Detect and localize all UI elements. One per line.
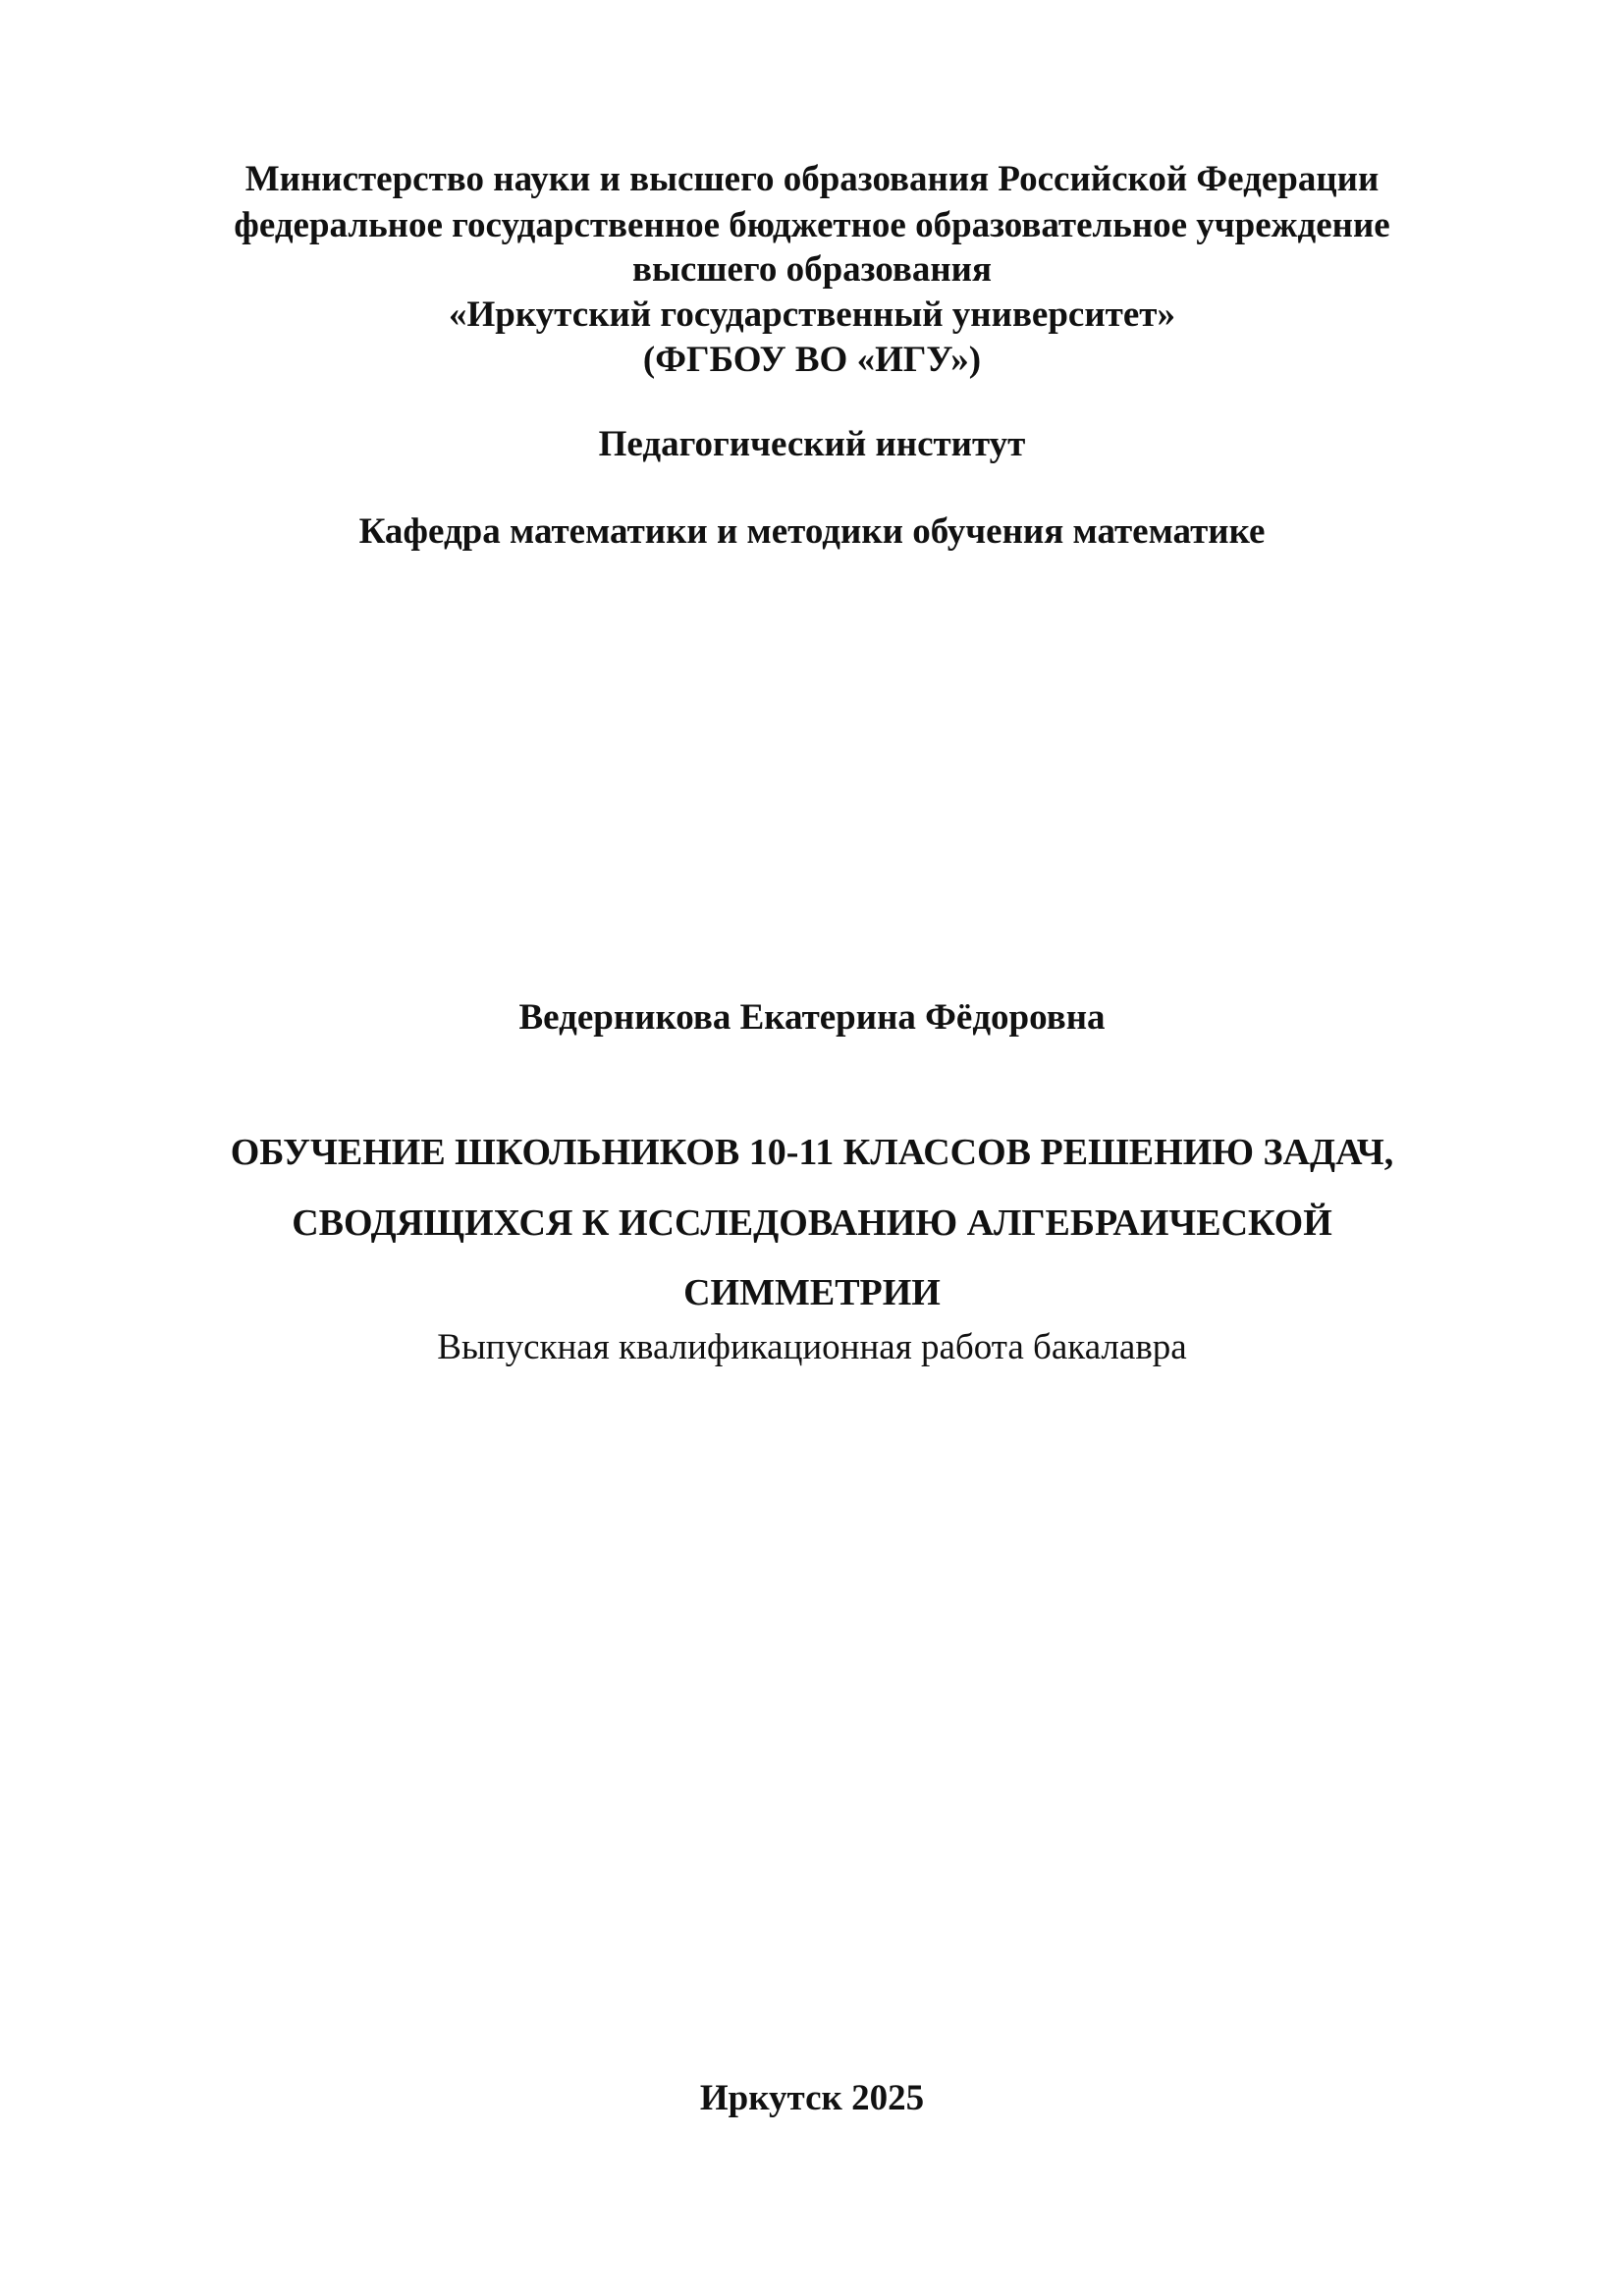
ministry-line: Министерство науки и высшего образования Российской Федерации bbox=[244, 159, 1380, 199]
thesis-title-line-3: СИММЕТРИИ bbox=[683, 1272, 941, 1313]
work-type: Выпускная квалификационная работа бакалавра bbox=[437, 1327, 1187, 1367]
education-level-line: высшего образования bbox=[631, 249, 993, 290]
thesis-title-line-1: ОБУЧЕНИЕ ШКОЛЬНИКОВ 10-11 КЛАССОВ РЕШЕНИЮ ЗАДАЧ, bbox=[230, 1132, 1394, 1173]
department-name: Кафедра математики и методики обучения математике bbox=[358, 511, 1266, 552]
institute-name: Педагогический институт bbox=[598, 424, 1026, 464]
institution-type-line: федеральное государственное бюджетное образовательное учреждение bbox=[234, 205, 1390, 245]
university-name: «Иркутский государственный университет» bbox=[449, 294, 1175, 335]
university-abbreviation: (ФГБОУ ВО «ИГУ») bbox=[642, 340, 982, 380]
thesis-title-line-2: СВОДЯЩИХСЯ К ИССЛЕДОВАНИЮ АЛГЕБРАИЧЕСКОЙ bbox=[292, 1202, 1332, 1244]
city-year: Иркутск 2025 bbox=[699, 2078, 925, 2118]
author-name: Ведерникова Екатерина Фёдоровна bbox=[518, 997, 1106, 1038]
